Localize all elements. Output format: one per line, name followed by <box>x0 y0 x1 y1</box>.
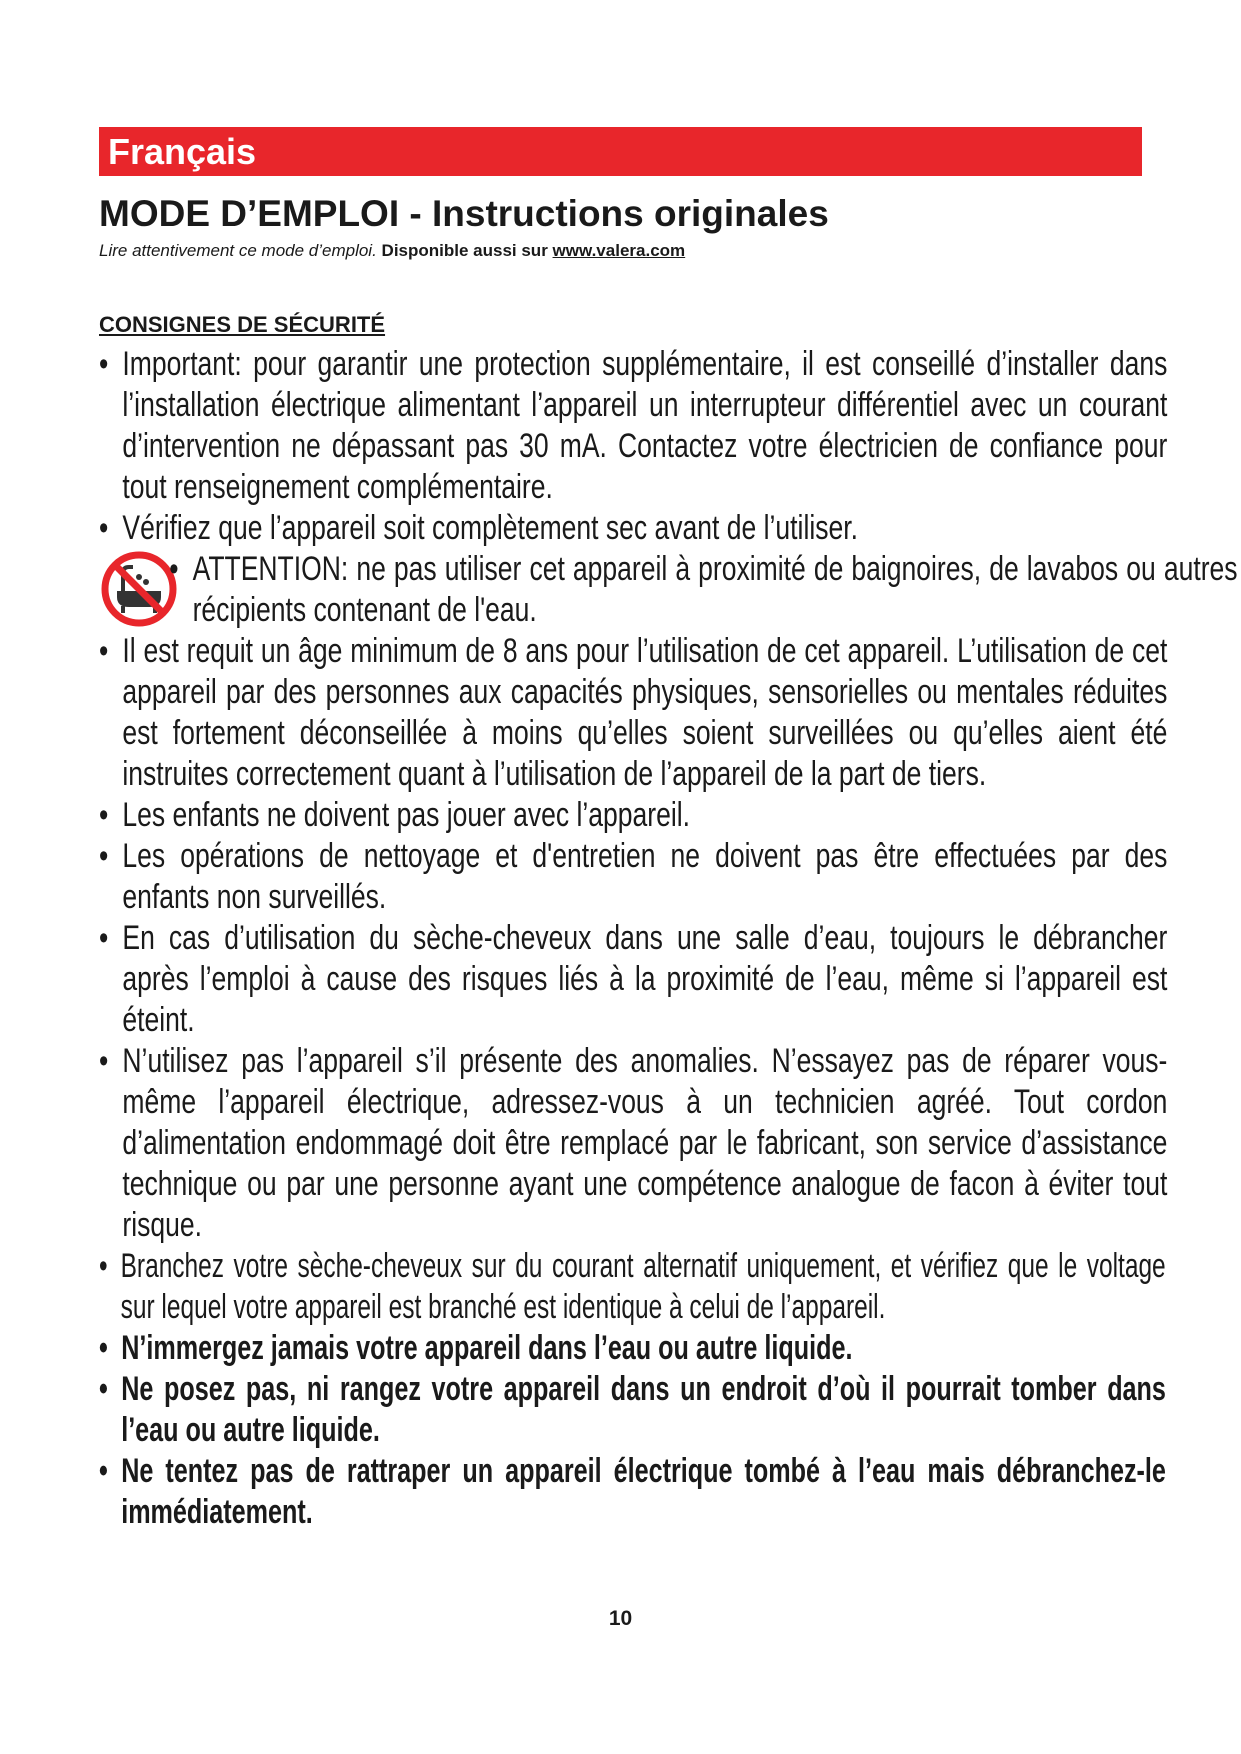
bullet: • <box>99 345 109 383</box>
bullet: • <box>99 509 109 547</box>
language-banner <box>99 127 1142 176</box>
item-text: Il est requit un âge minimum de 8 ans pour l’utilisation de cet appareil. L’utilisation de cet appareil par des personnes aux capacités physiques, sensorielles ou mentales réduites est fortement déconseillée à moins qu’elles soient surveillées ou qu’elles aient été instruites correctement quant à l’utilisation de l’appareil de la part de tiers. <box>122 632 1168 793</box>
page-title: MODE D’EMPLOI - Instructions originales <box>99 193 829 234</box>
list-item <box>99 795 1167 836</box>
bullet: • <box>99 1370 108 1408</box>
warning-row <box>99 549 1238 631</box>
item-text: N’utilisez pas l’appareil s’il présente des anomalies. N’essayez pas de réparer vous-même l’appareil électrique, adressez-vous à un technicien agréé. Tout cordon d’alimentation endommagé doit être remplacé par le fabricant, son service d’assistance technique ou par une personne ayant une compétence analogue de facon à éviter tout risque. <box>122 1042 1168 1244</box>
website-link[interactable]: www.valera.com <box>552 241 686 260</box>
subtitle <box>99 239 685 263</box>
bullet: • <box>99 919 109 957</box>
list-item <box>99 1246 1166 1328</box>
item-text: ATTENTION: ne pas utiliser cet appareil à proximité de baignoires, de lavabos ou autres récipients contenant de l'eau. <box>192 550 1238 629</box>
item-text: Ne posez pas, ni rangez votre appareil dans un endroit d’où il pourrait tomber dans l’eau ou autre liquide. <box>121 1370 1166 1449</box>
item-text: Ne tentez pas de rattraper un appareil électrique tombé à l’eau mais débranchez-le immédiatement. <box>121 1452 1166 1531</box>
list-item <box>99 508 1167 549</box>
bullet: • <box>99 1329 108 1367</box>
subtitle-instruction: Lire attentivement ce mode d’emploi. <box>99 241 377 260</box>
list-item-bold <box>99 1451 1166 1533</box>
item-text: Les enfants ne doivent pas jouer avec l’appareil. <box>122 796 691 834</box>
item-text: Important: pour garantir une protection supplémentaire, il est conseillé d’installer dans l’installation électrique alimentant l’appareil un interrupteur différentiel avec un courant d’intervention ne dépassant pas 30 mA. Contactez votre électricien de confiance pour tout renseignement complémentaire. <box>122 345 1168 506</box>
bullet: • <box>99 1452 108 1490</box>
list-item <box>99 344 1167 508</box>
item-text: Branchez votre sèche-cheveux sur du courant alternatif uniquement, et vérifiez que le voltage sur lequel votre appareil est branché est identique à celui de l’appareil. <box>120 1247 1166 1326</box>
list-item <box>99 1041 1167 1246</box>
item-text: En cas d’utilisation du sèche-cheveux dans une salle d’eau, toujours le débrancher après l’emploi à cause des risques liés à la proximité de l’eau, même si l’appareil est éteint. <box>122 919 1168 1039</box>
bullet: • <box>99 1247 108 1285</box>
bullet: • <box>169 550 179 588</box>
section-heading: CONSIGNES DE SÉCURITÉ <box>99 312 386 337</box>
bullet: • <box>99 632 109 670</box>
list-item <box>99 918 1167 1041</box>
item-text: Vérifiez que l’appareil soit complètement sec avant de l’utiliser. <box>122 509 858 547</box>
bullet: • <box>99 1042 109 1080</box>
item-text: Les opérations de nettoyage et d'entretien ne doivent pas être effectuées par des enfants non surveillés. <box>122 837 1168 916</box>
page-number: 10 <box>608 1607 633 1630</box>
safety-list <box>99 344 1238 1533</box>
list-item <box>99 836 1167 918</box>
list-item-bold <box>99 1328 1166 1369</box>
bullet: • <box>99 796 109 834</box>
list-item-bold <box>99 1369 1166 1451</box>
bullet: • <box>99 837 109 875</box>
list-item <box>99 631 1167 795</box>
language-label: Français <box>108 131 257 172</box>
subtitle-availability: Disponible aussi sur <box>381 241 548 260</box>
item-text: N’immergez jamais votre appareil dans l’eau ou autre liquide. <box>121 1329 853 1367</box>
warning-text-item <box>99 549 1238 631</box>
